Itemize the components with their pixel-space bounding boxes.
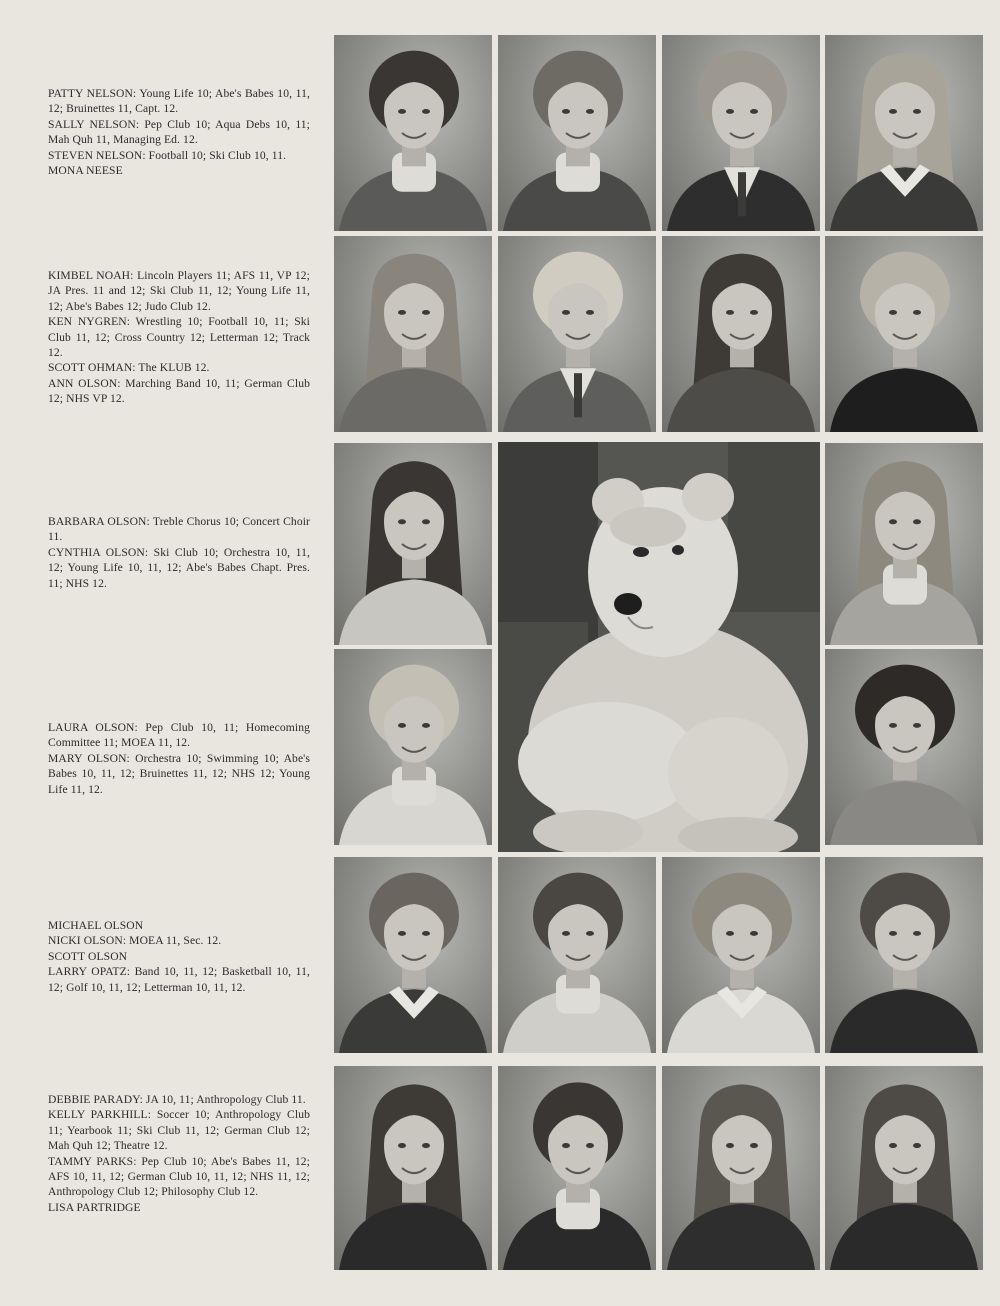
- portrait-image: [662, 35, 820, 231]
- student-activity-entry: LAURA OLSON: Pep Club 10, 11; Homecoming Committee 11; MOEA 11, 12.: [48, 721, 310, 750]
- caption-block: [48, 86, 310, 178]
- portrait-patty-nelson: [334, 35, 492, 231]
- portrait-image: [825, 443, 983, 645]
- portrait-image: [825, 1066, 983, 1270]
- portrait-michael-olson: [334, 857, 492, 1053]
- portrait-ann-olson: [825, 236, 983, 432]
- portrait-image: [825, 236, 983, 432]
- portrait-image: [662, 1066, 820, 1270]
- student-activity-entry: LISA PARTRIDGE: [48, 1200, 141, 1214]
- student-activity-entry: MICHAEL OLSON: [48, 919, 144, 932]
- student-activity-entry: ANN OLSON: Marching Band 10, 11; German Club 12; NHS VP 12.: [48, 376, 310, 406]
- caption-block: [48, 1092, 310, 1215]
- student-activity-entry: CYNTHIA OLSON: Ski Club 10; Orchestra 10, 11, 12; Young Life 10, 11, 12; Abe's Babes Chapt. Pres. 11; NHS 12.: [48, 545, 310, 590]
- caption-block: [48, 268, 310, 407]
- portrait-debbie-parady: [334, 1066, 492, 1270]
- portrait-image: [334, 35, 492, 231]
- student-activity-entry: BARBARA OLSON: Treble Chorus 10; Concert Choir 11.: [48, 515, 310, 544]
- portrait-nicki-olson: [498, 857, 656, 1053]
- caption-block: [48, 514, 310, 591]
- portrait-mona-neese: [825, 35, 983, 231]
- caption-block: [48, 720, 310, 797]
- portrait-image: [498, 236, 656, 432]
- student-activity-entry: SCOTT OHMAN: The KLUB 12.: [48, 361, 210, 375]
- portrait-image: [498, 1066, 656, 1270]
- student-activity-entry: LARRY OPATZ: Band 10, 11, 12; Basketball 10, 11, 12; Golf 10, 11, 12; Letterman 10, 11, 12.: [48, 965, 310, 994]
- portrait-image: [334, 236, 492, 432]
- student-activity-entry: SCOTT OLSON: [48, 949, 128, 963]
- student-activity-entry: PATTY NELSON: Young Life 10; Abe's Babes 10, 11, 12; Bruinettes 11, Capt. 12.: [48, 87, 310, 116]
- portrait-image: [334, 649, 492, 845]
- portrait-larry-opatz: [825, 857, 983, 1053]
- student-activity-entry: KELLY PARKHILL: Soccer 10; Anthropology Club 11; Yearbook 11; Ski Club 11, 12; German Club 12; Mah Quh 12; Theatre 12.: [48, 1108, 310, 1153]
- portrait-barbara-olson: [334, 443, 492, 645]
- student-activity-entry: KIMBEL NOAH: Lincoln Players 11; AFS 11, VP 12; JA Pres. 11 and 12; Ski Club 11, 12; Young Life 11, 12; Abe's Babes 12; Judo Club 12.: [48, 269, 310, 313]
- student-activity-entry: NICKI OLSON: MOEA 11, Sec. 12.: [48, 934, 222, 948]
- student-activity-entry: SALLY NELSON: Pep Club 10; Aqua Debs 10, 11; Mah Quh 11, Managing Ed. 12.: [48, 117, 310, 147]
- portrait-tammy-parks: [662, 1066, 820, 1270]
- portrait-image: [498, 857, 656, 1053]
- portrait-image: [662, 857, 820, 1053]
- portrait-image: [825, 649, 983, 845]
- bear-mascot-image: [498, 442, 820, 852]
- student-activity-entry: TAMMY PARKS: Pep Club 10; Abe's Babes 11, 12; AFS 10, 11, 12; German Club 10, 11, 12; NHS 11, 12; Anthropology Club 12; Philosophy Club 12.: [48, 1154, 310, 1199]
- portrait-ken-nygren: [498, 236, 656, 432]
- portrait-cynthia-olson: [825, 443, 983, 645]
- portrait-sally-nelson: [498, 35, 656, 231]
- student-activity-entry: MARY OLSON: Orchestra 10; Swimming 10; Abe's Babes 10, 11, 12; Bruinettes 11, 12; NHS 12; Young Life 11, 12.: [48, 751, 310, 796]
- student-activity-entry: MONA NEESE: [48, 164, 123, 178]
- portrait-laura-olson: [334, 649, 492, 845]
- portrait-image: [825, 35, 983, 231]
- portrait-image: [662, 236, 820, 432]
- portrait-lisa-partridge: [825, 1066, 983, 1270]
- caption-block: [48, 918, 310, 995]
- portrait-steven-nelson: [662, 35, 820, 231]
- portrait-mary-olson: [825, 649, 983, 845]
- portrait-image: [825, 857, 983, 1053]
- portrait-image: [334, 857, 492, 1053]
- bear-mascot-photo: [498, 442, 820, 852]
- portrait-image: [334, 443, 492, 645]
- portrait-image: [498, 35, 656, 231]
- student-activity-entry: STEVEN NELSON: Football 10; Ski Club 10, 11.: [48, 148, 287, 162]
- portrait-kimbel-noah: [334, 236, 492, 432]
- portrait-image: [334, 1066, 492, 1270]
- student-activity-entry: KEN NYGREN: Wrestling 10; Football 10, 11; Ski Club 11, 12; Cross Country 12; Letterman 12; Track 12.: [48, 315, 310, 360]
- portrait-kelly-parkhill: [498, 1066, 656, 1270]
- portrait-scott-ohman: [662, 236, 820, 432]
- student-activity-entry: DEBBIE PARADY: JA 10, 11; Anthropology Club 11.: [48, 1093, 306, 1106]
- portrait-scott-olson: [662, 857, 820, 1053]
